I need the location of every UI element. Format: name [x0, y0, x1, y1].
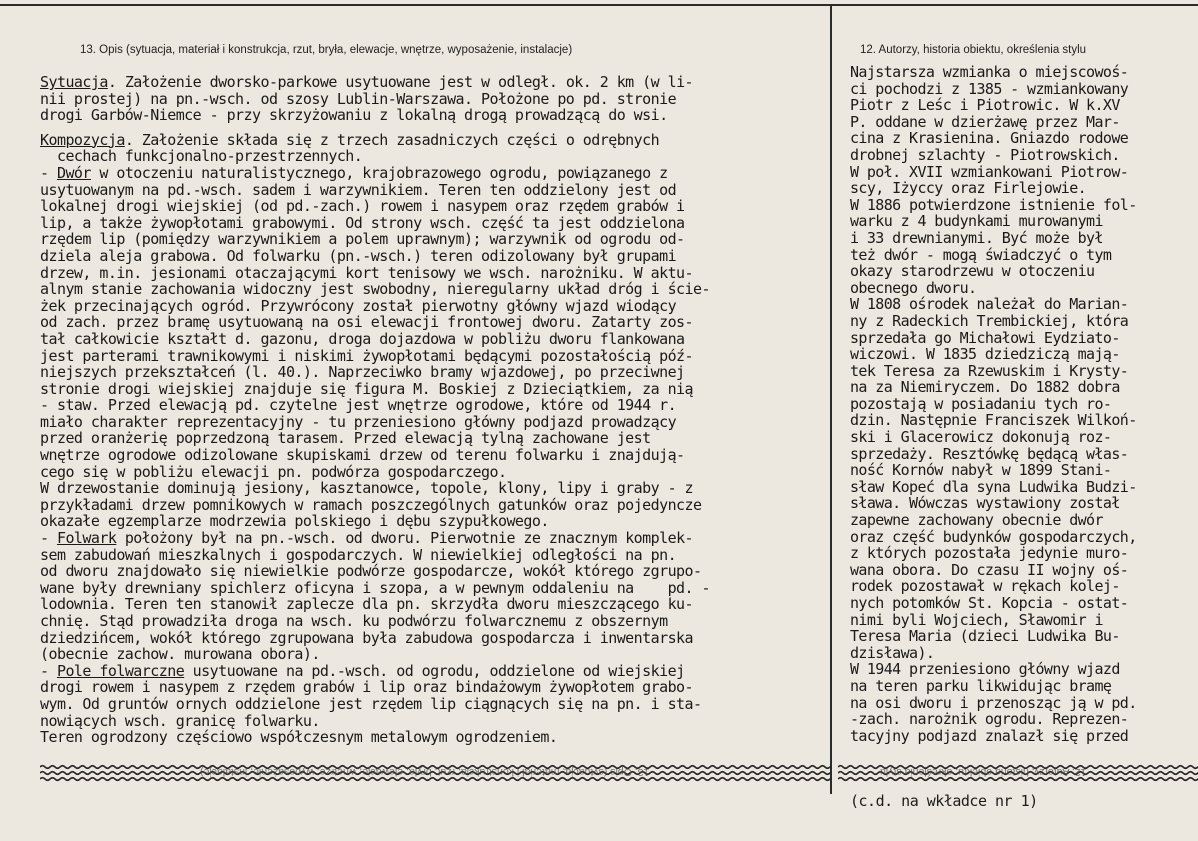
text-line: [40, 381, 830, 398]
text-line: nimi byli Wojciech, Sławomir i: [850, 610, 1103, 629]
text-line: sprzedała go Michałowi Eydziato-: [850, 328, 1120, 347]
text-line: [40, 464, 830, 481]
line-text: . Założenie składa się z trzech zasadniczych części o odrębnych: [124, 130, 660, 149]
line-text: okazałe egzemplarze modrzewia polskiego i dębu szypułkowego.: [40, 512, 549, 531]
text-line: [40, 580, 830, 597]
text-line: tacyjny podjazd znalazł się przed: [850, 726, 1129, 745]
description-text: [40, 74, 830, 764]
composition-paragraph: [40, 132, 830, 746]
text-line: W poł. XVII wzmiankowani Piotrow-: [850, 162, 1129, 181]
text-line: [40, 663, 830, 680]
line-text: cego się w pobliżu elewacji pn. podwórza gospodarczego.: [40, 462, 507, 481]
line-text: nowiących wsch. granicę folwarku.: [40, 711, 320, 730]
text-line: sław Kopeć dla syna Ludwika Budzi-: [850, 477, 1137, 496]
continuation-note: (c.d. na wkładce nr 1): [850, 792, 1038, 810]
top-border-rule: [0, 4, 1198, 6]
line-text: dziela aleja grabowa. Od folwarku (pn.-wsch.) teren odizolowany był grupami: [40, 246, 677, 265]
text-line: i 33 drewnianymi. Być może był: [850, 228, 1103, 247]
text-line: P. oddane w dzierżawę przez Mar-: [850, 112, 1120, 131]
line-text: stronie drogi wiejskiej znajduje się figura M. Boskiej z Dzieciątkiem, za nią: [40, 379, 694, 398]
line-text: chnię. Stąd prowadziła droga na wsch. ku podwórzu folwarcznemu z obszernym: [40, 612, 668, 630]
text-line: [40, 414, 830, 431]
text-line: pozostają w posiadaniu tych ro-: [850, 394, 1112, 413]
underlined-heading: Dwór: [56, 163, 91, 182]
text-line: drobnej szlachty - Piotrowskich.: [850, 145, 1120, 164]
line-text: dziedzińcem, wokół którego zgrupowana była zabudowa gospodarcza i inwentarska: [40, 628, 694, 647]
text-line: warku z 4 budynkami murowanymi: [850, 212, 1103, 231]
line-text: miało charakter reprezentacyjny - tu przeniesiono główny podjazd prowadzący: [40, 412, 677, 431]
text-line: [40, 74, 830, 91]
text-line: ski i Glacerowicz dokonują roz-: [850, 428, 1112, 447]
text-line: sprzedaży. Resztówkę będącą włas-: [850, 444, 1129, 463]
line-text: tał całkowicie kształt d. gazonu, droga dojazdowa w pobliżu dworu flankowana: [40, 329, 685, 348]
line-text: wane były drewniany spichlerz oficyna i szopa, a w pewnym oddaleniu na pd. -: [40, 578, 710, 597]
text-line: [40, 331, 830, 348]
line-text: przykładami drzew pomnikowych w ramach poszczególnych gatunków oraz pojedyncze: [40, 495, 702, 514]
situation-paragraph: [40, 74, 830, 124]
line-text: . Założenie dworsko-parkowe usytuowane jest w odległ. ok. 2 km (w li-: [107, 74, 694, 91]
text-line: [40, 530, 830, 547]
line-text: od dworu znajdowało się niewielkie podwórze gospodarcze, wokół którego zgrupo-: [40, 562, 702, 581]
line-text: sem zabudowań mieszkalnych i gospodarczych. W niewielkiej odległości na pn.: [40, 545, 677, 564]
text-line: dzisława).: [850, 643, 935, 662]
text-line: z których pozostała jedynie muro-: [850, 544, 1129, 563]
line-text: cechach funkcjonalno-przestrzennych.: [40, 147, 363, 166]
text-line: [40, 231, 830, 248]
line-text: wnętrze ogrodowe odizolowane skupiskami drzew od terenu folwarku i znajdują-: [40, 446, 685, 465]
line-text: jest parterami trawnikowymi i niskimi żywopłotami będącymi pozostałością póź-: [40, 346, 694, 365]
text-line: na osi dworu i przenosząc ją w pd.: [850, 693, 1137, 712]
line-text: usytuowanym na pd.-wsch. sadem i warzywnikiem. Teren ten oddzielony jest od: [40, 180, 677, 199]
text-line: [40, 182, 830, 199]
text-line: [40, 679, 830, 696]
column-divider: [830, 4, 832, 794]
line-text: usytuowane na pd.-wsch. od ogrodu, oddzielone od wiejskiej: [184, 661, 685, 680]
text-line: -zach. narożnik ogrodu. Reprezen-: [850, 710, 1129, 729]
text-line: [40, 547, 830, 564]
underlined-heading: Kompozycja: [40, 130, 125, 149]
line-text: żek przecinających ogród. Przywrócony został pierwotny główny wjazd wiodący: [40, 296, 677, 315]
text-line: [40, 198, 830, 215]
text-line: dzin. Następnie Franciszek Wilkoń-: [850, 411, 1137, 430]
line-text: W drzewostanie dominują jesiony, kasztanowce, topole, klony, lipy i graby - z: [40, 479, 694, 498]
text-line: W 1944 przeniesiono główny wjazd: [850, 660, 1120, 679]
line-text: lokalnej drogi wiejskiej (od pd.-zach.) rowem i nasypem oraz rzędem grabów i: [40, 197, 685, 216]
text-line: ny z Radeckich Trembickiej, która: [850, 311, 1129, 330]
line-text: nii prostej) na pn.-wsch. od szosy Lublin-Warszawa. Położone po pd. stronie: [40, 89, 677, 108]
line-text: przed oranżerię poprzedzoną tarasem. Przed elewacją tylną zachowane jest: [40, 429, 651, 448]
line-text: (obecnie zachow. murowana obora).: [40, 645, 320, 664]
text-line: nych potomków St. Kopcia - ostat-: [850, 594, 1129, 612]
text-line: [40, 364, 830, 381]
list-dash: -: [40, 163, 57, 182]
text-line: [40, 447, 830, 464]
line-text: Teren ogrodzony częściowo współczesnym metalowym ogrodzeniem.: [40, 728, 558, 747]
text-line: [40, 430, 830, 447]
line-text: drzew, m.in. jesionami otaczającymi kort tenisowy we wsch. narożniku. W aktu-: [40, 263, 694, 282]
mirrored-section-13-header: 13. Opis (sytuacja, materiał i konstrukcja, rzut, bryła, elewacje, wnętrze, wyposażenie, instalacje): [200, 766, 650, 778]
text-line: zapewne zachowany obecnie dwór: [850, 511, 1103, 530]
text-line: obecnego dworu.: [850, 278, 977, 297]
line-text: drogi Garbów-Niemce - przy skrzyżowaniu z lokalną drogą prowadzącą do wsi.: [40, 106, 668, 125]
text-line: [40, 696, 830, 713]
text-line: [40, 248, 830, 265]
text-line: oraz część budynków gospodarczych,: [850, 527, 1137, 546]
text-line: W 1886 potwierdzone istnienie fol-: [850, 195, 1137, 214]
text-line: [40, 165, 830, 182]
line-text: alnym stanie zachowania widoczny jest swobodny, nieregularny układ dróg i ście-: [40, 280, 710, 299]
line-text: wym. Od gruntów ornych oddzielone jest rzędem lip ciągnących się na pn. i sta-: [40, 694, 702, 713]
section-13-header: 13. Opis (sytuacja, materiał i konstrukcja, rzut, bryła, elewacje, wnętrze, wyposażenie, instalacje): [80, 44, 573, 56]
text-line: scy, Iżyccy oraz Firlejowie.: [850, 179, 1087, 198]
text-line: [40, 91, 830, 108]
text-line: okazy starodrzewu w otoczeniu: [850, 262, 1095, 281]
mirrored-section-12-header: 12. Autorzy, historia obiektu, określenia stylu: [880, 766, 1087, 778]
text-line: ność Kornów nabył w 1899 Stani-: [850, 461, 1112, 480]
text-line: [40, 563, 830, 580]
text-line: [40, 314, 830, 331]
text-line: [40, 397, 830, 414]
text-line: Najstarsza wzmianka o miejscowoś-: [850, 64, 1129, 81]
text-line: [40, 281, 830, 298]
line-text: drogi rowem i nasypem z rzędem grabów i lip oraz bindażowym żywopłotem grabo-: [40, 678, 694, 697]
text-line: [40, 480, 830, 497]
text-line: na teren parku likwidując bramę: [850, 676, 1112, 695]
underlined-heading: Folwark: [56, 529, 117, 548]
text-line: [40, 132, 830, 149]
text-line: [40, 107, 830, 124]
text-line: rodek pozostawał w rękach kolej-: [850, 577, 1120, 596]
text-line: [40, 215, 830, 232]
text-line: wana obora. Do czasu II wojny oś-: [850, 560, 1129, 579]
history-text: [850, 64, 1198, 754]
text-line: tek Teresa za Rzewuskim i Krysty-: [850, 361, 1129, 380]
line-text: lodownia. Teren ten stanowił zaplecze dla pn. skrzydła dworu mieszczącego ku-: [40, 595, 694, 614]
text-line: [40, 513, 830, 530]
text-line: [40, 646, 830, 663]
text-line: [40, 148, 830, 165]
text-line: [40, 613, 830, 630]
text-line: [40, 729, 830, 746]
text-line: ci pochodzi z 1385 - wzmiankowany: [850, 79, 1129, 98]
text-line: [40, 497, 830, 514]
line-text: od zach. przez bramę usytuowaną na osi elewacji frontowej dworu. Zatarty zos-: [40, 313, 694, 332]
text-line: [40, 596, 830, 613]
line-text: rzędem lip (pomiędzy warzywnikiem a polem uprawnym); warzywnik od ogrodu od-: [40, 230, 685, 249]
text-line: też dwór - mogą świadczyć o tym: [850, 245, 1112, 264]
text-line: sława. Wówczas wystawiony został: [850, 494, 1120, 513]
text-line: cina z Krasienina. Gniazdo rodowe: [850, 129, 1129, 148]
text-line: [40, 298, 830, 315]
line-text: niejszych przekształceń (l. 40.). Naprzeciwko bramy wjazdowej, po przeciwnej: [40, 363, 685, 382]
underlined-heading: Pole folwarczne: [56, 661, 185, 680]
text-line: Teresa Maria (dzieci Ludwika Bu-: [850, 627, 1120, 646]
text-line: [40, 713, 830, 730]
text-line: [40, 265, 830, 282]
line-text: w otoczeniu naturalistycznego, krajobrazowego ogrodu, powiązanego z: [90, 163, 668, 182]
line-text: - staw. Przed elewacją pd. czytelne jest wnętrze ogrodowe, które od 1944 r.: [40, 396, 677, 415]
line-text: położony był na pn.-wsch. od dworu. Pierwotnie ze znacznym komplek-: [116, 529, 694, 548]
text-line: Piotr z Leśc i Piotrowic. W k.XV: [850, 96, 1120, 115]
text-line: na za Niemiryczem. Do 1882 dobra: [850, 378, 1120, 397]
line-text: lip, a także żywopłotami grabowymi. Od strony wsch. część ta jest oddzielona: [40, 213, 685, 232]
section-12-header: 12. Autorzy, historia obiektu, określenia stylu: [860, 44, 1087, 56]
text-line: [40, 630, 830, 647]
text-line: wiczowi. W 1835 dziedziczą mają-: [850, 345, 1120, 364]
list-dash: -: [40, 661, 57, 680]
text-line: W 1808 ośrodek należał do Marian-: [850, 295, 1129, 314]
text-line: [40, 348, 830, 365]
underlined-heading: Sytuacja: [40, 74, 108, 91]
list-dash: -: [40, 529, 57, 548]
